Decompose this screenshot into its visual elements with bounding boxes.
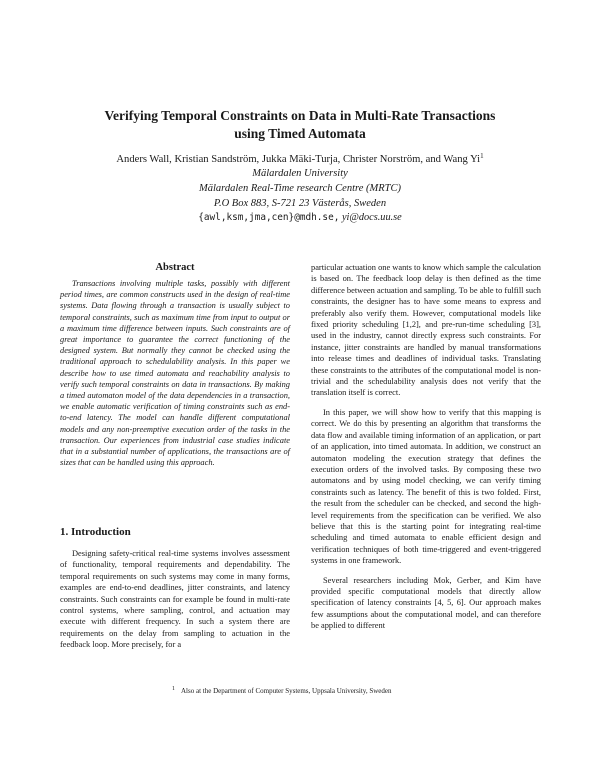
affiliation-address: P.O Box 883, S-721 23 Västerås, Sweden	[213, 198, 387, 209]
title-line-2: using Timed Automata	[234, 126, 366, 141]
affiliation-centre: Mälardalen Real-Time research Centre (MRTC)	[199, 183, 401, 194]
paper-title	[60, 107, 540, 143]
author-list	[40, 152, 560, 167]
abstract-heading: Abstract	[155, 262, 195, 273]
affiliation-university: Mälardalen University	[252, 168, 348, 179]
title-line-1: Verifying Temporal Constraints on Data in Multi-Rate Transactions	[104, 108, 496, 123]
right-column	[311, 262, 541, 640]
email-line	[60, 210, 540, 225]
right-column-paragraph-3: Several researchers including Mok, Gerber, and Kim have provided specific computational models that directly allow specification of latency constraints [4, 5, 6]. Our approach makes few assumptions about the computational model, and can therefore be applied to different	[311, 575, 541, 631]
footnote-mark: 1	[172, 686, 175, 692]
abstract-text: Transactions involving multiple tasks, possibly with different period times, are common constructs used in the design of real-time systems. Data flowing through a transaction is usually subject to temporal constraints, such as maximum time from input to output or a maximum time difference between inputs. Such constraints are of great importance to guarantee the correct functioning of the designed system. But normally they cannot be checked using the traditional approach to schedulability analysis. In this paper we describe how to use timed automata and reachability analysis to verify such temporal constraints on data in transactions. By making a timed automaton model of the data dependencies in a transaction, we enable automatic verification of timing constraints such as end-to-end latency. The model can handle different computational models and any non-preemptive execution order of the tasks in the transaction. Our experiences from industrial case studies indicate that in a substantial number of applications, the transactions are of sizes that can be handled using this approach.	[60, 279, 290, 468]
email-primary: {awl,ksm,jma,cen}@mdh.se,	[198, 212, 340, 223]
right-column-paragraph-2: In this paper, we will show how to verify that this mapping is correct. We do this by presenting an algorithm that transforms the data flow and available timing information of an application, or part of an application, into timed automata. In addition, we construct an automaton modeling the execution strategy that defines the execution orders of the involved tasks. By composing these two automatons and by using model checking, we can verify timing constraints such as latency. The benefit of this is two folded. First, the result from the scheduler can be checked, and second the high-level requirements from the specification can be verified. We also believe that this is the starting point for integrating real-time scheduling and timed automata to enable efficient design and verification techniques of both time-triggered and event-triggered systems in one framework.	[311, 407, 541, 566]
footnote-text: Also at the Department of Computer Systems, Uppsala University, Sweden	[181, 687, 392, 695]
author-names: Anders Wall, Kristian Sandström, Jukka Mäki-Turja, Christer Norström, and Wang Yi	[116, 154, 481, 165]
footnote	[172, 684, 552, 696]
introduction-paragraph-1: Designing safety-critical real-time systems involves assessment of functionality, temporal requirements and dependability. The temporal requirements on such systems may come in many forms, examples are end-to-end deadlines, jitter constraints, and latency constraints. Such constraints can for example be found in multi-rate control systems, where sampling, control, and actuation may execute with different frequency. In such a system there are requirements on the delay from sampling to actuation in the feedback loop. More precisely, for a	[60, 549, 290, 650]
introduction-heading: 1. Introduction	[60, 526, 131, 538]
email-secondary: yi@docs.uu.se	[341, 212, 402, 223]
right-column-paragraph-1: particular actuation one wants to know which sample the calculation is based on. The feedback loop delay is then defined as the time difference between actuation and sampling. To be able to fulfill such constraints, the designer has to have some means to express and preferably also verify them. However, computational models like fixed priority scheduling [1,2], and pre-run-time scheduling [3], used in the industry, cannot directly express such constraints. For instance, jitter constraints are handled by manual transformations into release times and deadlines of individual tasks. Translating these constraints to the attributes of the computational model is non-trivial and the schedulability analysis does not verify that the translation itself is correct.	[311, 263, 541, 398]
author-footnote-mark: 1	[480, 152, 484, 160]
